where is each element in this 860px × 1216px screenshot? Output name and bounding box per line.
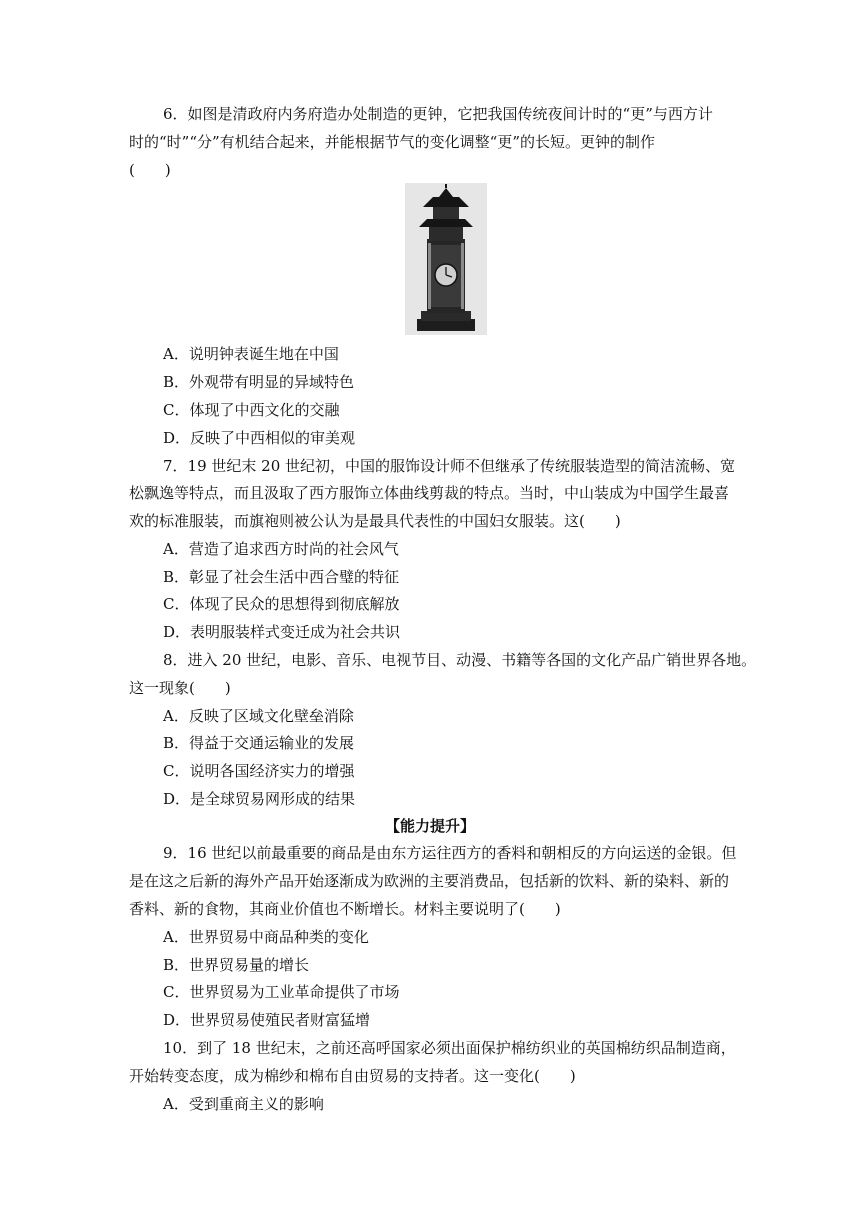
- q8-stem-line-1: 8．进入 20 世纪，电影、音乐、电视节目、动漫、书籍等各国的文化产品广销世界各地。: [163, 651, 757, 669]
- q8-option-d: D．是全球贸易网形成的结果: [163, 790, 356, 808]
- q9-stem-line-3: 香料、新的食物，其商业价值也不断增长。材料主要说明了( ): [129, 900, 561, 918]
- q7-stem-line-1: 7．19 世纪末 20 世纪初，中国的服饰设计师不但继承了传统服装造型的简洁流畅、宽: [163, 457, 736, 475]
- q9-option-a: A．世界贸易中商品种类的变化: [163, 928, 369, 946]
- q7-option-c: C．体现了民众的思想得到彻底解放: [163, 595, 400, 613]
- q6-stem-line-1: 6．如图是清政府内务府造办处制造的更钟，它把我国传统夜间计时的“更”与西方计: [163, 105, 713, 123]
- q6-stem-line-2: 时的“时”“分”有机结合起来，并能根据节气的变化调整“更”的长短。更钟的制作: [129, 133, 656, 151]
- q7-option-d: D．表明服装样式变迁成为社会共识: [163, 623, 401, 641]
- q7-stem-line-2: 松飘逸等特点，而且汲取了西方服饰立体曲线剪裁的特点。当时，中山装成为中国学生最喜: [129, 484, 730, 502]
- clock-photo: [405, 183, 487, 335]
- q6-option-b: B．外观带有明显的异域特色: [163, 373, 355, 391]
- q8-option-c: C．说明各国经济实力的增强: [163, 762, 355, 780]
- q10-stem-line-2: 开始转变态度，成为棉纱和棉布自由贸易的支持者。这一变化( ): [129, 1067, 576, 1085]
- q9-stem-line-1: 9．16 世纪以前最重要的商品是由东方运往西方的香料和朝相反的方向运送的金银。但: [163, 844, 737, 862]
- q6-option-c: C．体现了中西文化的交融: [163, 401, 340, 419]
- q8-option-b: B．得益于交通运输业的发展: [163, 734, 355, 752]
- q9-option-c: C．世界贸易为工业革命提供了市场: [163, 983, 400, 1001]
- q6-answer-blank: ( ): [129, 161, 171, 179]
- q8-stem-line-2: 这一现象( ): [129, 679, 231, 697]
- q9-stem-line-2: 是在这之后新的海外产品开始逐渐成为欧洲的主要消费品，包括新的饮料、新的染料、新的: [129, 872, 730, 890]
- q10-option-a: A．受到重商主义的影响: [163, 1095, 324, 1113]
- q7-option-b: B．彰显了社会生活中西合璧的特征: [163, 568, 400, 586]
- q7-option-a: A．营造了追求西方时尚的社会风气: [163, 540, 399, 558]
- q6-option-d: D．反映了中西相似的审美观: [163, 429, 356, 447]
- q7-stem-line-3: 欢的标准服装，而旗袍则被公认为是最具代表性的中国妇女服装。这( ): [129, 512, 621, 530]
- q10-stem-line-1: 10．到了 18 世纪末，之前还高呼国家必须出面保护棉纺织业的英国棉纺织品制造商，: [163, 1039, 736, 1057]
- q9-option-d: D．世界贸易使殖民者财富猛增: [163, 1011, 371, 1029]
- q6-option-a: A．说明钟表诞生地在中国: [163, 345, 339, 363]
- section-heading: 【能力提升】: [384, 817, 475, 835]
- q9-option-b: B．世界贸易量的增长: [163, 956, 310, 974]
- pagoda-clock-image: [405, 183, 487, 335]
- q8-option-a: A．反映了区域文化壁垒消除: [163, 707, 354, 725]
